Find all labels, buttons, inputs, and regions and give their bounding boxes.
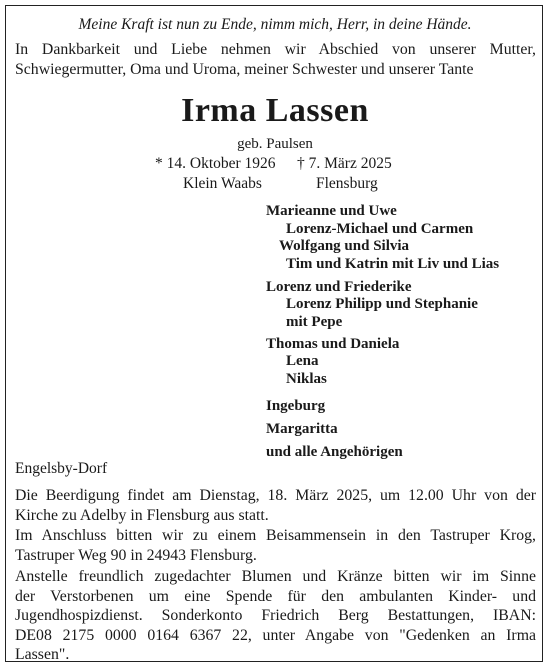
death-place: Flensburg	[316, 175, 378, 192]
donation-line: Anstelle freundlich zugedachter Blumen und Kränze bitten wir im Sinne	[15, 568, 536, 585]
donation-line: DE08 2175 0000 0164 6367 22, unter Angabe von "Gedenken an Irma	[15, 626, 536, 644]
mourner-line: mit Pepe	[286, 314, 343, 330]
gathering-line: Tastruper Weg 90 in 24943 Flensburg.	[15, 546, 257, 564]
death-date: † 7. März 2025	[297, 155, 392, 172]
gathering-info	[15, 526, 536, 565]
donation-line: Jugendhospizdienst. Sonderkonto Friedrich Berg Bestattungen, IBAN:	[15, 607, 536, 624]
mourner-line: und alle Angehörigen	[266, 444, 403, 460]
mourner-line: Ingeburg	[266, 398, 326, 414]
donation-info	[15, 567, 536, 665]
birth-date: * 14. Oktober 1926	[155, 155, 276, 172]
mourner-line: Thomas und Daniela	[266, 336, 400, 352]
funeral-line: Die Beerdigung findet am Dienstag, 18. März 2025, um 12.00 Uhr von der	[15, 487, 536, 504]
intro-text	[15, 40, 536, 79]
funeral-info	[15, 486, 536, 525]
mourner-line: Lorenz-Michael und Carmen	[286, 221, 474, 237]
gathering-line: Im Anschluss bitten wir zu einem Beisammensein in den Tastruper Krog,	[15, 527, 536, 544]
birth-name: geb. Paulsen	[237, 136, 313, 152]
intro-line: Schwiegermutter, Oma und Uroma, meiner Schwester und unserer Tante	[15, 60, 474, 78]
donation-line: der Verstorbenen um eine Spende für den ambulanten Kinder- und	[15, 587, 536, 605]
mourner-line: Tim und Katrin mit Liv und Lias	[286, 256, 500, 272]
mourner-line: Lorenz Philipp und Stephanie	[286, 296, 478, 312]
mourner-line: Lorenz und Friederike	[266, 279, 412, 295]
motto: Meine Kraft ist nun zu Ende, nimm mich, Herr, in deine Hände.	[78, 16, 472, 33]
mourner-line: Wolfgang und Silvia	[279, 238, 410, 254]
place-of-residence: Engelsby-Dorf	[15, 460, 108, 477]
mourner-line: Marieanne und Uwe	[266, 203, 397, 219]
birth-place: Klein Waabs	[183, 175, 262, 192]
funeral-line: Kirche zu Adelby in Flensburg aus statt.	[15, 506, 269, 524]
intro-line: In Dankbarkeit und Liebe nehmen wir Abschied von unserer Mutter,	[15, 41, 536, 58]
donation-line: Lassen".	[15, 646, 70, 663]
mourner-line: Lena	[286, 353, 319, 369]
deceased-name: Irma Lassen	[181, 92, 369, 129]
mourner-line: Margaritta	[266, 421, 338, 437]
mourner-line: Niklas	[286, 371, 327, 387]
